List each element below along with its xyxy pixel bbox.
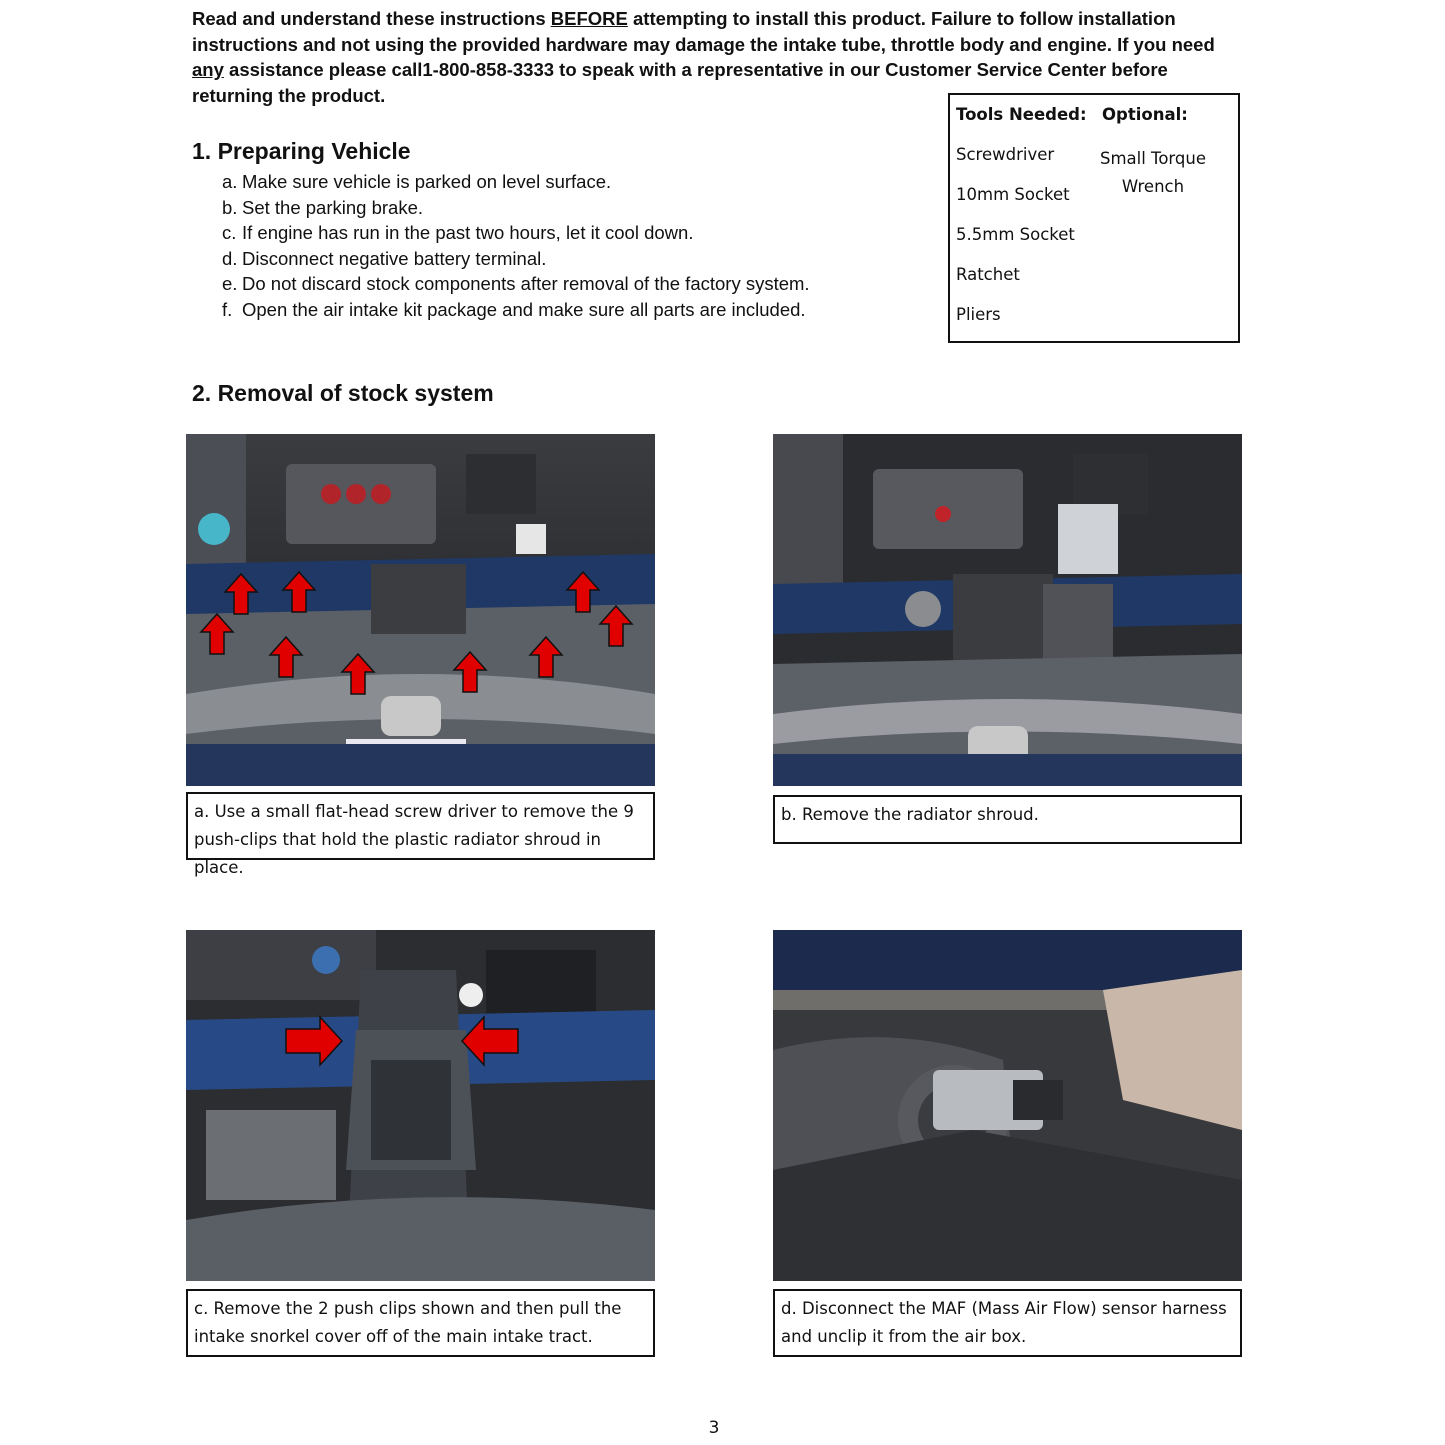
section-title-removal: 2. Removal of stock system (192, 380, 494, 406)
page-number: 3 (708, 1418, 720, 1438)
caption-step-d (773, 1289, 1242, 1357)
photo-intake-snorkel-clips (186, 930, 655, 1281)
tool-item: Pliers (956, 305, 1001, 324)
caption-step-c (186, 1289, 655, 1357)
intro-emphasis-any: any (192, 59, 224, 80)
step-letter: e. (222, 273, 238, 295)
photo-maf-sensor (773, 930, 1242, 1281)
tools-optional-header: Optional: (1102, 105, 1188, 124)
step-text: If engine has run in the past two hours, let it cool down. (242, 222, 694, 244)
caption-line: b. Remove the radiator shroud. (781, 805, 1039, 824)
step-letter: f. (222, 298, 233, 320)
tool-item: 5.5mm Socket (956, 225, 1075, 244)
tools-box (948, 93, 1240, 343)
intro-text-3: assistance please call1-800-858-3333 to speak with a representative in our Customer Service Center before returning the product. (192, 59, 1168, 106)
intro-text-2: attempting to install this product. Failure to follow installation instructions and not using the provided hardware may damage the intake tube, throttle body and engine. If you need (192, 8, 1215, 55)
tools-needed-column (956, 105, 1087, 345)
tools-optional-column (1099, 105, 1208, 201)
caption-line: and unclip it from the air box. (781, 1327, 1027, 1346)
step-text: Open the air intake kit package and make sure all parts are included. (242, 298, 806, 320)
step-letter: b. (222, 196, 238, 218)
tools-needed-header: Tools Needed: (956, 105, 1087, 124)
photo-shroud-removed (773, 434, 1242, 786)
step-text: Disconnect negative battery terminal. (242, 247, 547, 269)
step-item (222, 271, 810, 297)
caption-line: intake snorkel cover off of the main intake tract. (194, 1327, 593, 1346)
tool-item: 10mm Socket (956, 185, 1070, 204)
step-letter: a. (222, 171, 238, 192)
optional-tool-item (1098, 145, 1208, 201)
photo-radiator-shroud-clips (186, 434, 655, 786)
caption-line: d. Disconnect the MAF (Mass Air Flow) sensor harness (781, 1299, 1227, 1318)
section-title-preparing-vehicle: 1. Preparing Vehicle (192, 138, 411, 164)
tool-item: Ratchet (956, 265, 1020, 284)
optional-tool-line: Wrench (1121, 177, 1185, 196)
step-item (222, 220, 810, 246)
caption-line: a. Use a small flat-head screw driver to remove the 9 (194, 802, 634, 821)
step-text: Make sure vehicle is parked on level surface. (242, 171, 612, 192)
step-item (222, 169, 810, 195)
step-text: Do not discard stock components after removal of the factory system. (242, 273, 810, 295)
step-letter: c. (222, 222, 237, 244)
intro-emphasis-before: BEFORE (550, 8, 628, 29)
tool-item: Screwdriver (956, 145, 1055, 164)
intro-text-1: Read and understand these instructions (192, 8, 551, 29)
step-item (222, 246, 810, 272)
step-item (222, 297, 810, 323)
optional-tool-line: Small Torque (1099, 149, 1207, 168)
caption-line: c. Remove the 2 push clips shown and then pull the (194, 1299, 622, 1318)
step-item (222, 195, 810, 221)
step-letter: d. (222, 247, 238, 269)
caption-step-b (773, 795, 1242, 844)
step-text: Set the parking brake. (242, 196, 423, 218)
caption-line: push-clips that hold the plastic radiator shroud in place. (194, 830, 602, 877)
caption-step-a (186, 792, 655, 877)
preparing-steps-list (222, 169, 810, 323)
